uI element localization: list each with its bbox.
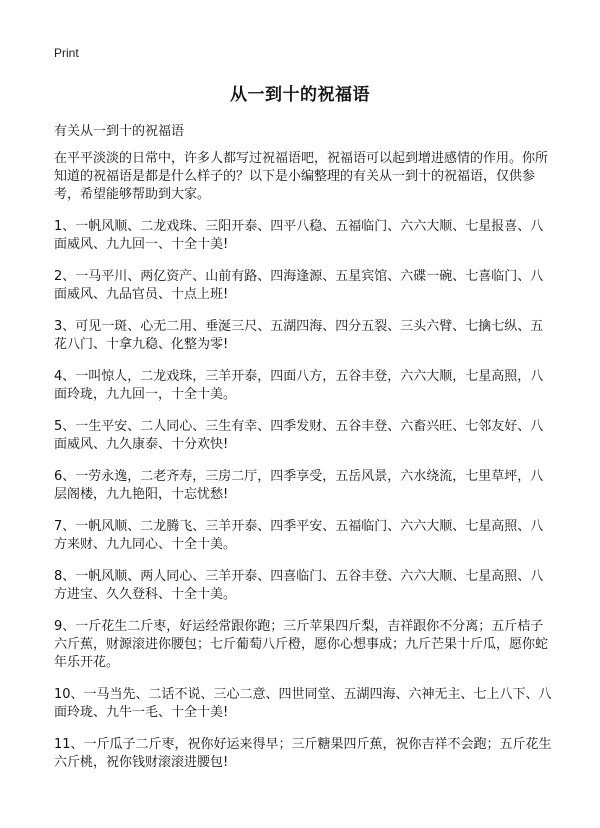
list-item: 2、一马平川、两亿资产、山前有路、四海逢源、五星宾馆、六碟一碗、七喜临门、八面威风、九品官员、十点上班! [54, 269, 544, 302]
list-item: 11、一斤瓜子二斤枣，祝你好运来得早；三斤糖果四斤蕉，祝你吉祥不会跑；五斤花生六斤桃，祝你钱财滚滚进腰包! [54, 737, 552, 770]
blessing-list [54, 218, 554, 772]
list-item: 8、一帆风顺、两人同心、三羊开泰、四喜临门、五谷丰登、六六大顺、七星高照、八方进宝、久久登科、十全十美。 [54, 569, 544, 602]
document-body [54, 150, 554, 786]
intro-paragraph: 在平平淡淡的日常中，许多人都写过祝福语吧，祝福语可以起到增进感情的作用。你所知道的祝福语是都是什么样子的？以下是小编整理的有关从一到十的祝福语，仅供参考，希望能够帮助到大家。 [54, 151, 549, 202]
list-item: 4、一叫惊人，二龙戏珠，三羊开泰，四面八方，五谷丰登，六六大顺，七星高照，八面玲珑，九九回一，十全十美。 [54, 369, 544, 402]
list-item: 3、可见一斑、心无二用、垂涎三尺、五湖四海、四分五裂、三头六臂、七擒七纵、五花八门、十拿九稳、化整为零! [54, 319, 544, 352]
list-item: 6、一劳永逸，二老齐寿，三房二厅，四季享受，五岳风景，六水绕流，七里草坪，八层阁楼，九九艳阳，十忘忧愁! [54, 469, 544, 502]
list-item: 9、一斤花生二斤枣，好运经常跟你跑；三斤苹果四斤梨，吉祥跟你不分离；五斤桔子六斤蕉，财源滚进你腰包；七斤葡萄八斤橙，愿你心想事成；九斤芒果十斤瓜，愿你蛇年乐开花。 [54, 619, 549, 670]
list-item: 7、一帆风顺、二龙腾飞、三羊开泰、四季平安、五福临门、六六大顺、七星高照、八方来财、九九同心、十全十美。 [54, 519, 544, 552]
list-item: 10、一马当先、二话不说、三心二意、四世同堂、五湖四海、六神无主、七上八下、八面玲珑、九牛一毛、十全十美! [54, 687, 552, 720]
list-item: 1、一帆风顺、二龙戏珠、三阳开泰、四平八稳、五福临门、六六大顺、七星报喜、八面威风、九九回一、十全十美! [54, 219, 544, 252]
list-item: 5、一生平安、二人同心、三生有幸、四季发财、五谷丰登、六畜兴旺、七邻友好、八面威风、九久康泰、十分欢快! [54, 419, 544, 452]
subtitle: 有关从一到十的祝福语 [54, 124, 185, 139]
page-title: 从一到十的祝福语 [230, 85, 370, 105]
print-label: Print [54, 46, 79, 60]
